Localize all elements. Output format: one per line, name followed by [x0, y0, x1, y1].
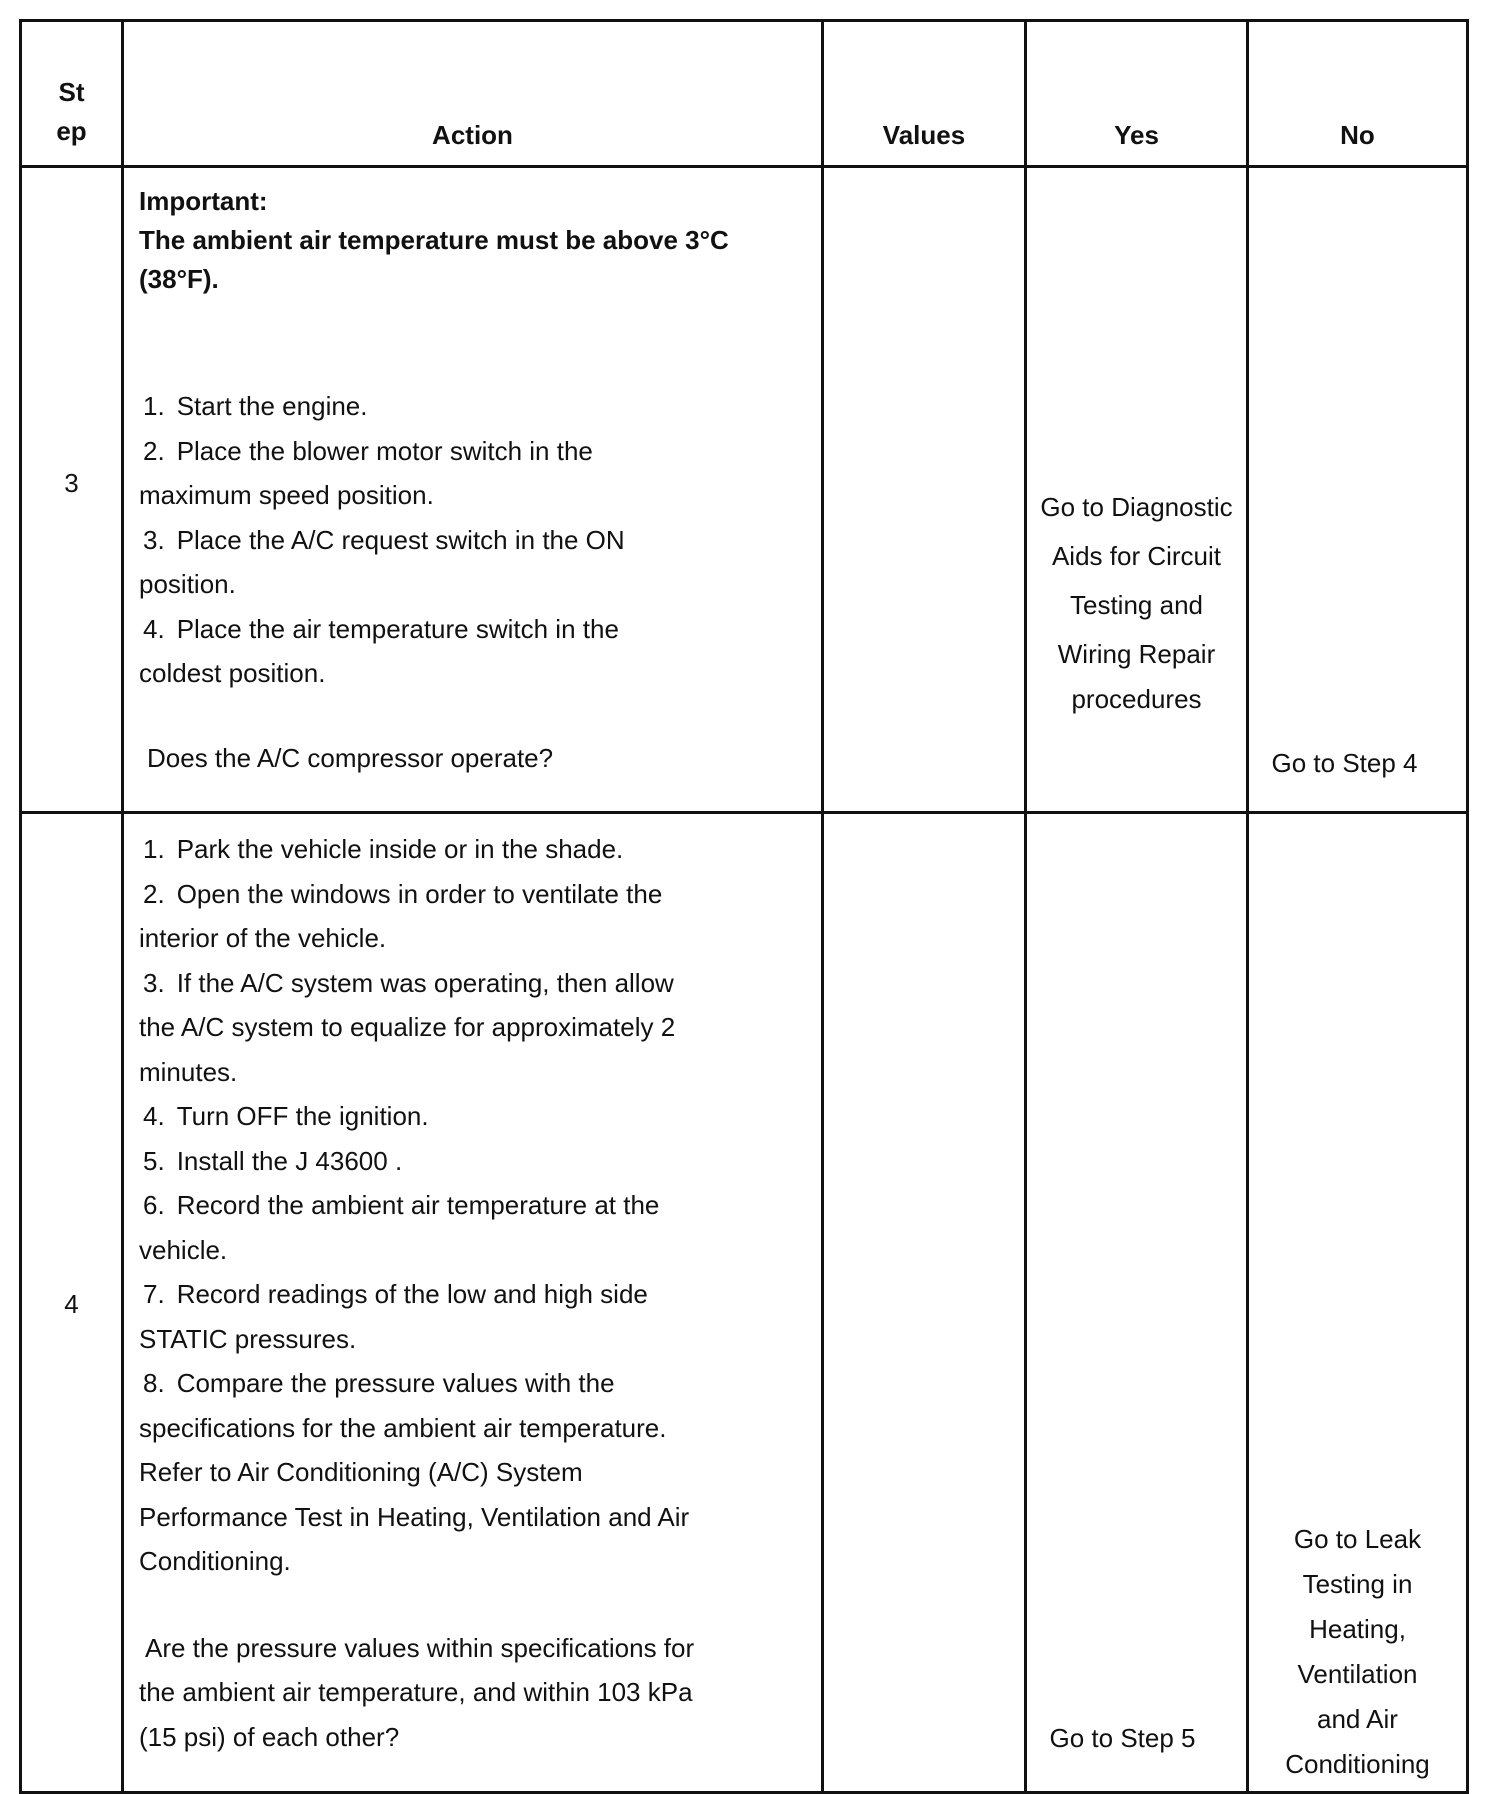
step-header-line1: St	[58, 77, 85, 107]
list-item-text: Place the air temperature switch in the	[176, 613, 619, 644]
yes-text	[1027, 485, 1246, 722]
list-item-continuation: minutes.	[139, 1056, 238, 1087]
list-item	[139, 429, 791, 518]
list-item-text: Compare the pressure values with the	[176, 1368, 615, 1398]
list-item	[139, 1139, 791, 1184]
no-cell	[1248, 167, 1468, 813]
yes-text	[1027, 1716, 1246, 1761]
list-item-text: Record the ambient air temperature at the	[176, 1190, 660, 1220]
question-text: Does the A/C compressor operate?	[147, 742, 554, 773]
step-number	[21, 167, 123, 813]
yes-text-line: Aids for Circuit	[1051, 541, 1222, 571]
step-number-text: 4	[64, 1289, 79, 1319]
list-item	[139, 1361, 791, 1584]
list-item	[139, 872, 791, 961]
list-item-continuation: Conditioning.	[139, 1546, 291, 1576]
action-cell	[123, 167, 823, 813]
list-item	[139, 607, 791, 696]
list-item-continuation: position.	[139, 569, 236, 599]
list-item-number: 4.	[143, 613, 165, 644]
step-column-header	[21, 21, 123, 167]
yes-text-line: Go to Diagnostic	[1040, 492, 1233, 522]
question-line: the ambient air temperature, and within 103 kPa	[139, 1677, 693, 1707]
question-line: Are the pressure values within specifications for	[145, 1632, 695, 1663]
no-text	[1249, 741, 1466, 786]
yes-text-line: Wiring Repair	[1057, 639, 1216, 669]
list-item-number: 6.	[143, 1190, 165, 1220]
list-item-text: Place the blower motor switch in the	[176, 435, 593, 466]
list-item-continuation: the A/C system to equalize for approximately 2	[139, 1012, 676, 1042]
no-cell	[1248, 813, 1468, 1793]
list-item-number: 1.	[143, 391, 165, 421]
yes-text-line: procedures	[1071, 684, 1202, 714]
list-item-text: Park the vehicle inside or in the shade.	[176, 834, 624, 864]
step-number-text: 3	[64, 468, 79, 498]
important-text-line2: (38°F).	[139, 264, 219, 294]
table-row	[21, 167, 1468, 813]
list-item-continuation: specifications for the ambient air temperature.	[139, 1412, 667, 1443]
no-text-line: Conditioning	[1285, 1749, 1430, 1779]
question-text	[139, 1626, 791, 1760]
list-item-number: 3.	[143, 967, 165, 998]
yes-column-header: Yes	[1026, 21, 1248, 167]
list-item	[139, 1094, 791, 1139]
no-text-line: Ventilation	[1297, 1659, 1418, 1689]
no-text-line: Testing in	[1302, 1569, 1413, 1599]
list-item-number: 4.	[143, 1101, 165, 1131]
yes-cell	[1026, 813, 1248, 1793]
list-item	[139, 1272, 791, 1361]
list-item-continuation: Refer to Air Conditioning (A/C) System	[139, 1457, 583, 1487]
list-item-text: Record readings of the low and high side	[176, 1279, 648, 1309]
list-item-text: Install the J 43600 .	[176, 1145, 403, 1176]
list-item-number: 1.	[143, 834, 165, 864]
important-text	[139, 221, 791, 299]
yes-text-line: Testing and	[1070, 590, 1203, 620]
values-cell	[823, 813, 1026, 1793]
list-item-number: 2.	[143, 878, 165, 909]
header-row	[21, 21, 1468, 167]
list-item-continuation: coldest position.	[139, 658, 326, 688]
no-text-line: Go to Leak	[1293, 1524, 1422, 1554]
list-item	[139, 384, 791, 429]
no-text-line: Heating,	[1309, 1614, 1406, 1644]
important-label: Important:	[139, 186, 268, 216]
no-text-line: and Air	[1317, 1704, 1398, 1734]
list-item-text: Start the engine.	[176, 391, 368, 421]
list-item-number: 2.	[143, 435, 165, 466]
yes-text-line: Go to Step 5	[1049, 1723, 1196, 1753]
action-cell	[123, 813, 823, 1793]
yes-cell	[1026, 167, 1248, 813]
list-item-continuation: STATIC pressures.	[139, 1323, 357, 1354]
list-item-text: Place the A/C request switch in the ON	[176, 524, 625, 555]
list-item	[139, 518, 791, 607]
list-item	[139, 827, 791, 872]
action-column-header: Action	[123, 21, 823, 167]
list-item	[139, 1183, 791, 1272]
diagnostic-table	[19, 19, 1469, 1794]
list-item-continuation: Performance Test in Heating, Ventilation and Air	[139, 1501, 690, 1532]
list-item-number: 8.	[143, 1368, 165, 1398]
list-item-number: 5.	[143, 1145, 165, 1176]
list-item-continuation: maximum speed position.	[139, 480, 434, 510]
question-line: (15 psi) of each other?	[139, 1721, 400, 1752]
list-item-text: If the A/C system was operating, then allow	[176, 967, 674, 998]
list-item-continuation: vehicle.	[139, 1234, 228, 1265]
values-cell	[823, 167, 1026, 813]
list-item	[139, 961, 791, 1095]
important-text-line1: The ambient air temperature must be above 3°C	[139, 225, 729, 255]
list-item-number: 3.	[143, 524, 165, 555]
table-row	[21, 813, 1468, 1793]
step-header-line2: ep	[56, 116, 87, 146]
no-text	[1249, 1517, 1466, 1787]
list-item-text: Turn OFF the ignition.	[176, 1101, 429, 1131]
list-item-continuation: interior of the vehicle.	[139, 923, 387, 953]
no-column-header: No	[1248, 21, 1468, 167]
no-text-line: Go to Step 4	[1271, 748, 1418, 778]
list-item-text: Open the windows in order to ventilate the	[176, 878, 663, 909]
values-column-header: Values	[823, 21, 1026, 167]
step-number	[21, 813, 123, 1793]
list-item-number: 7.	[143, 1279, 165, 1309]
